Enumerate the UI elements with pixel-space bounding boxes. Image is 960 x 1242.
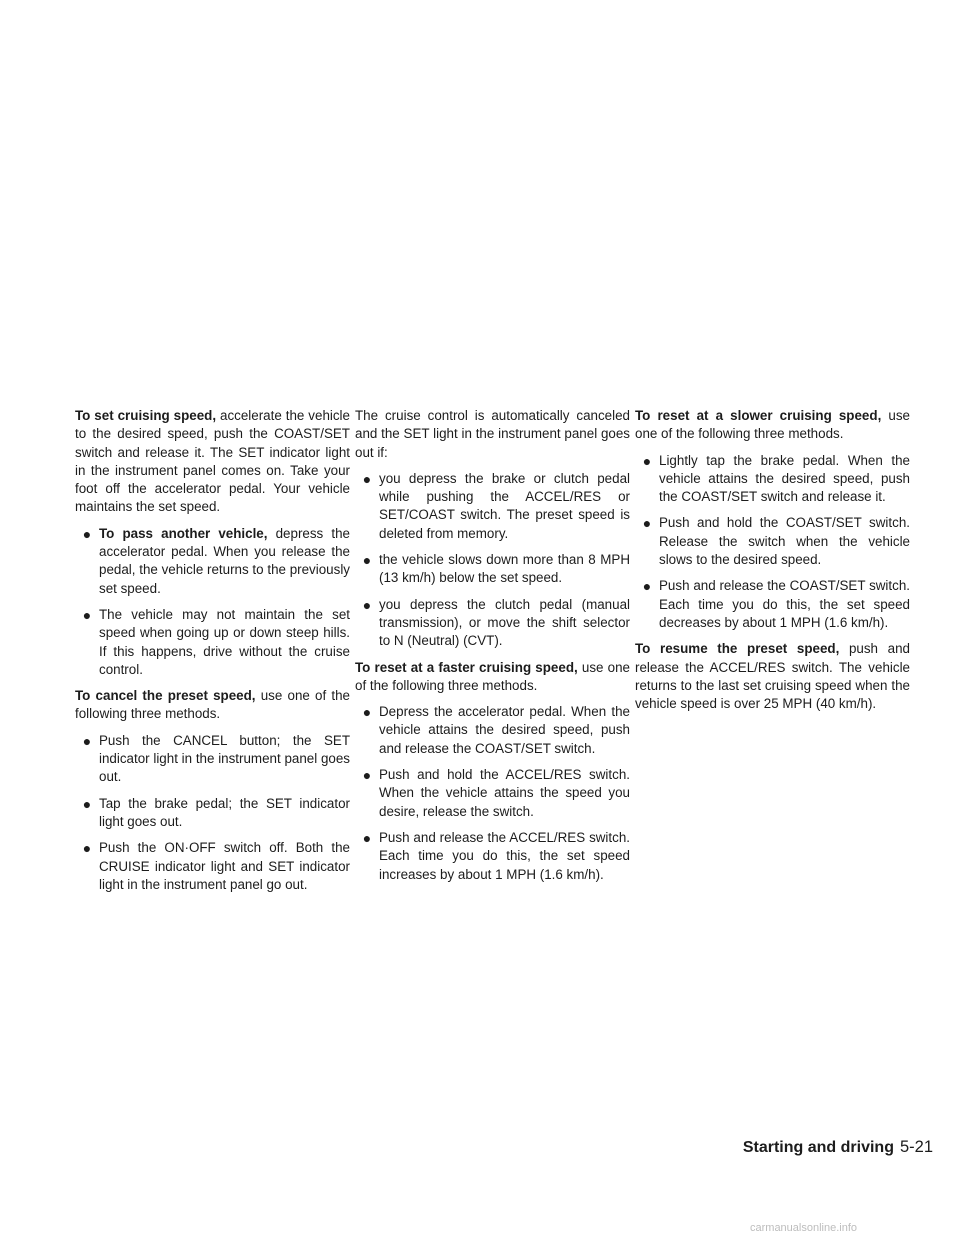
section-title: Starting and driving (742, 1139, 894, 1156)
bullet-icon: ● (362, 470, 372, 487)
list-item-text: Depress the accelerator pedal. When the vehicle attains the desired speed, push and release the COAST/SET switch. (379, 704, 630, 756)
slower-speed-lead: To reset at a slower cruising speed, (635, 408, 882, 423)
set-speed-notes (75, 525, 350, 679)
list-item-text: you depress the brake or clutch pedal while pushing the ACCEL/RES or SET/COAST switch. The preset speed is deleted from memory. (379, 470, 630, 541)
watermark: carmanualsonline.info (750, 1222, 858, 1234)
column-left (75, 407, 350, 902)
list-item-text: depress the accelerator pedal. When you release the pedal, the vehicle returns to the previously set speed. (99, 525, 350, 596)
cancel-speed-text: use one of the following three methods. (75, 688, 350, 722)
list-item-text: Push and hold the COAST/SET switch. Release the switch when the vehicle slows to the desired speed. (659, 515, 910, 568)
bullet-icon: ● (642, 515, 652, 532)
slower-methods-list (635, 452, 910, 633)
set-speed-text: accelerate the vehicle to the desired speed, push the COAST/SET switch and release it. The SET indicator light in the instrument panel comes on. Take your foot off the accelerator pedal. Your vehicle maintains the set speed. (75, 408, 350, 515)
faster-speed-lead: To reset at a faster cruising speed, (355, 659, 578, 675)
bullet-icon: ● (82, 795, 92, 812)
list-item-text: Push the ON·OFF switch off. Both the CRUISE indicator light and SET indicator light in the instrument panel go out. (99, 840, 350, 892)
bullet-icon: ● (82, 840, 92, 857)
column-middle (355, 407, 630, 892)
page-footer (743, 1138, 933, 1157)
resume-speed-lead: To resume the preset speed, (635, 641, 840, 657)
list-item-text: the vehicle slows down more than 8 MPH (13 km/h) below the set speed. (379, 552, 630, 586)
list-item (355, 470, 630, 543)
list-item-text: Tap the brake pedal; the SET indicator light goes out. (99, 795, 350, 829)
list-item-text: you depress the clutch pedal (manual transmission), or move the shift selector to N (Neutral) (CVT). (379, 596, 630, 649)
list-item (355, 551, 630, 588)
pass-vehicle-lead: To pass another vehicle, (99, 525, 268, 541)
list-item (635, 577, 910, 632)
auto-cancel-list (355, 470, 630, 651)
bullet-icon: ● (362, 767, 372, 784)
faster-speed-text: use one of the following three methods. (355, 659, 630, 693)
column-right (635, 407, 910, 721)
list-item (75, 732, 350, 787)
set-speed-lead: To set cruising speed, (75, 408, 217, 423)
auto-cancel-paragraph: The cruise control is automatically canceled and the SET light in the instrument panel goes out if: (355, 408, 630, 460)
slower-speed-text: use one of the following three methods. (635, 408, 910, 442)
list-item (635, 452, 910, 507)
bullet-icon: ● (362, 829, 372, 846)
resume-speed-paragraph (635, 640, 910, 713)
resume-speed-text: push and release the ACCEL/RES switch. The vehicle returns to the last set cruising speed when the vehicle speed is over 25 MPH (40 km/h). (635, 641, 910, 712)
bullet-icon: ● (642, 452, 652, 469)
list-item (355, 829, 630, 884)
list-item-text: Push and release the ACCEL/RES switch. Each time you do this, the set speed increases by about 1 MPH (1.6 km/h). (379, 829, 630, 882)
list-item (75, 795, 350, 832)
list-item (75, 525, 350, 598)
faster-methods-list (355, 703, 630, 884)
bullet-icon: ● (362, 704, 372, 721)
list-item (355, 703, 630, 758)
list-item (355, 596, 630, 651)
list-item (75, 839, 350, 894)
bullet-icon: ● (82, 525, 92, 542)
list-item-text: The vehicle may not maintain the set speed when going up or down steep hills. If this happens, drive without the cruise control. (99, 606, 350, 677)
page-number: 5-21 (899, 1138, 933, 1156)
list-item (75, 606, 350, 679)
list-item-text: Lightly tap the brake pedal. When the vehicle attains the desired speed, push the COAST/SET switch and release it. (659, 452, 910, 505)
bullet-icon: ● (82, 606, 92, 623)
bullet-icon: ● (82, 732, 92, 749)
bullet-icon: ● (642, 578, 652, 595)
bullet-icon: ● (362, 596, 372, 613)
set-speed-paragraph (75, 407, 350, 517)
cancel-speed-paragraph (75, 687, 350, 724)
slower-speed-paragraph (635, 407, 910, 444)
faster-speed-paragraph (355, 659, 630, 696)
list-item-text: Push the CANCEL button; the SET indicator light in the instrument panel goes out. (99, 732, 350, 785)
list-item (355, 766, 630, 821)
list-item-text: Push and hold the ACCEL/RES switch. When the vehicle attains the speed you desire, release the switch. (379, 767, 630, 819)
list-item (635, 514, 910, 569)
cancel-speed-lead: To cancel the preset speed, (75, 688, 256, 704)
bullet-icon: ● (362, 552, 372, 569)
cancel-methods-list (75, 732, 350, 894)
list-item-text: Push and release the COAST/SET switch. Each time you do this, the set speed decreases by about 1 MPH (1.6 km/h). (659, 578, 910, 630)
